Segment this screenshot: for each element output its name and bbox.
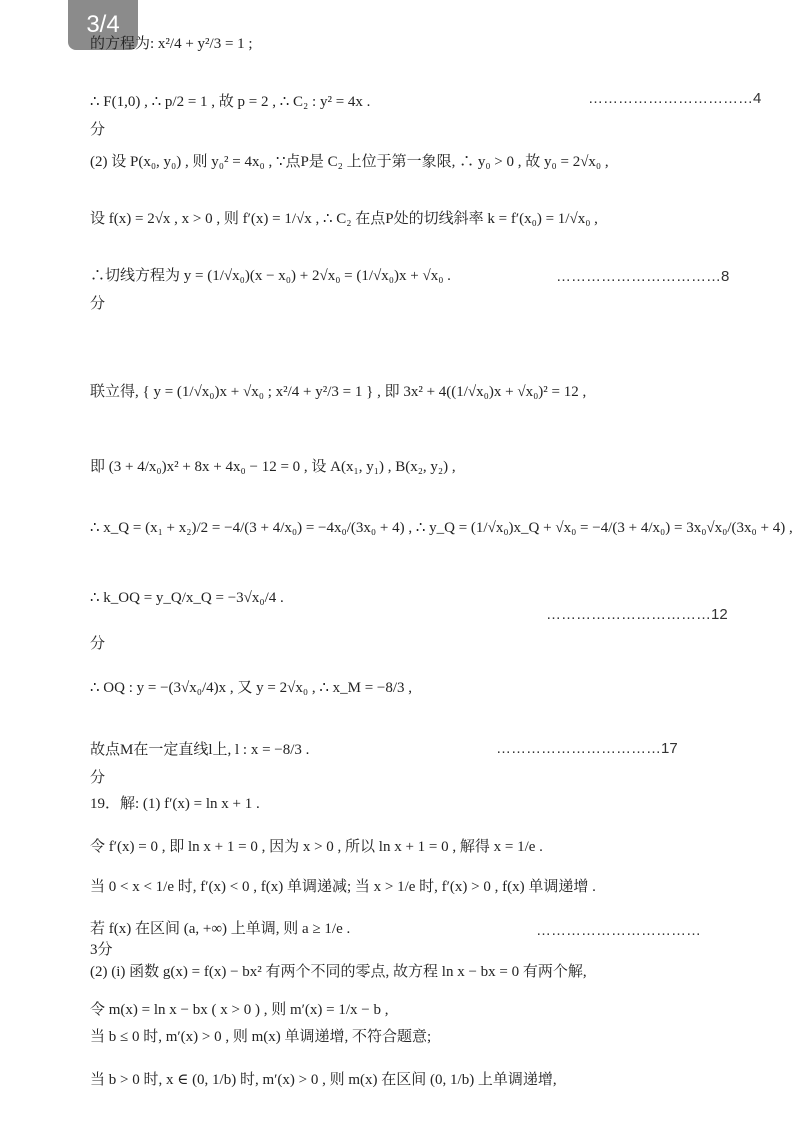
text-line-case-b-nonpositive: 当 b ≤ 0 时, m′(x) > 0 , 则 m(x) 单调递增, 不符合题意; [90, 1029, 432, 1045]
text-line-define-m: 令 m(x) = ln x − bx ( x > 0 ) , 则 m′(x) = 1/x − b , [90, 1002, 389, 1018]
text-line-point-p: (2) 设 P(x₀, y₀) , 则 y₀² = 4x₀ , ∵点P是 C₂ 上位于第一象限, ∴ y₀ > 0 , 故 y₀ = 2√x₀ , [90, 154, 609, 170]
text-line-interval-condition: 若 f(x) 在区间 (a, +∞) 上单调, 则 a ≥ 1/e . [90, 921, 351, 937]
text-line-slope-oq: ∴ k_OQ = y_Q/x_Q = −3√x₀/4 . [90, 590, 284, 606]
text-line-monotonicity: 当 0 < x < 1/e 时, f′(x) < 0 , f(x) 单调递减; 当 x > 1/e 时, f′(x) > 0 , f(x) 单调递增 . [90, 879, 596, 895]
text-line-conclusion: 故点M在一定直线l上, l : x = −8/3 . [90, 742, 310, 758]
text-line-derivative: 设 f(x) = 2√x , x > 0 , 则 f′(x) = 1/√x , ∴ C₂ 在点P处的切线斜率 k = f′(x₀) = 1/√x₀ , [90, 211, 598, 227]
text-line-part2: (2) (i) 函数 g(x) = f(x) − bx² 有两个不同的零点, 故方程 ln x − bx = 0 有两个解, [90, 964, 587, 980]
page-indicator: 3/4 [68, 0, 138, 50]
text-line-system: 联立得, { y = (1/√x₀)x + √x₀ ; x²/4 + y²/3 = 1 } , 即 3x² + 4((1/√x₀)x + √x₀)² = 12 , [90, 384, 587, 400]
text-line-oq-line: ∴ OQ : y = −(3√x₀/4)x , 又 y = 2√x₀ , ∴ x_M = −8/3 , [90, 680, 413, 696]
text-line-critical-point: 令 f′(x) = 0 , 即 ln x + 1 = 0 , 因为 x > 0 , 所以 ln x + 1 = 0 , 解得 x = 1/e . [90, 839, 543, 855]
text-line-quadratic: 即 (3 + 4/x₀)x² + 8x + 4x₀ − 12 = 0 , 设 A(x₁, y₁) , B(x₂, y₂) , [90, 459, 456, 475]
score-unit-label: 分 [90, 770, 106, 786]
text-line-tangent: ∴切线方程为 y = (1/√x₀)(x − x₀) + 2√x₀ = (1/√x₀)x + √x₀ . [90, 268, 451, 284]
score-marker-17: ……………………………17 [496, 740, 678, 757]
score-unit-label-3: 3分 [90, 942, 113, 958]
score-marker-3: …………………………… [536, 922, 701, 939]
score-marker-12: ……………………………12 [546, 606, 728, 623]
score-unit-label: 分 [90, 296, 106, 312]
score-marker-4: ……………………………4 [588, 90, 762, 107]
text-line-midpoint: ∴ x_Q = (x₁ + x₂)/2 = −4/(3 + 4/x₀) = −4x₀/(3x₀ + 4) , ∴ y_Q = (1/√x₀)x_Q + √x₀ = −4/(3 + 4/x₀) = 3x₀√x₀/(3x₀ + 4) , [90, 520, 793, 536]
score-marker-8: ……………………………8 [556, 268, 730, 285]
text-line-case-b-positive: 当 b > 0 时, x ∈ (0, 1/b) 时, m′(x) > 0 , 则 m(x) 在区间 (0, 1/b) 上单调递增, [90, 1072, 557, 1088]
score-unit-label: 分 [90, 636, 106, 652]
text-line-q19-part1: 19．解: (1) f′(x) = ln x + 1 . [90, 796, 260, 812]
text-line-ellipse-equation: 的方程为: x²/4 + y²/3 = 1 ; [90, 36, 253, 52]
text-line-focus: ∴ F(1,0) , ∴ p/2 = 1 , 故 p = 2 , ∴ C₂ : y² = 4x . [90, 94, 371, 110]
score-unit-label: 分 [90, 122, 106, 138]
